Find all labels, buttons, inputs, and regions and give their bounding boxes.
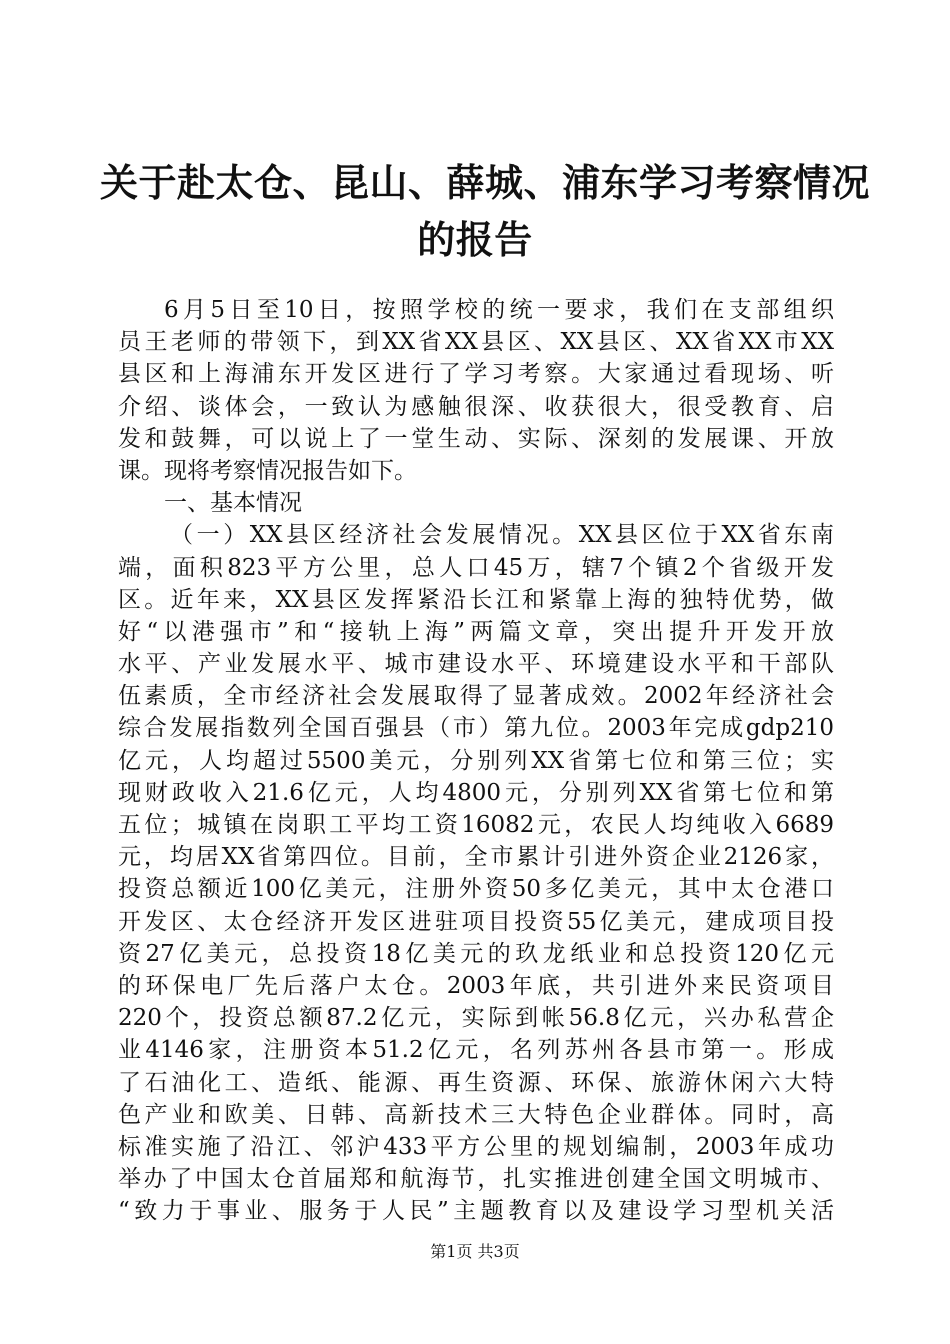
text-line: 标准实施了沿江、邻沪433平方公里的规划编制，2003年成功 — [118, 1133, 834, 1160]
page-footer: 第1页 共3页 — [430, 1242, 520, 1261]
text-line: 伍素质，全市经济社会发展取得了显著成效。2002年经济社会 — [118, 683, 834, 710]
text-line: 的环保电厂先后落户太仓。2003年底，共引进外来民资项目 — [118, 972, 834, 999]
text-line: 投资总额近100亿美元，注册外资50多亿美元，其中太仓港口 — [118, 876, 834, 903]
text-line: 6月5日至10日，按照学校的统一要求，我们在支部组织 — [164, 297, 834, 323]
text-line: 好“以港强市”和“接轨上海”两篇文章，突出提升开发开放 — [118, 618, 834, 645]
text-line: 现财政收入21.6亿元，人均4800元，分别列XX省第七位和第 — [118, 779, 834, 806]
text-line: 端，面积823平方公里，总人口45万，辖7个镇2个省级开发 — [118, 554, 834, 581]
text-line: 五位；城镇在岗职工平均工资16082元，农民人均纯收入6689 — [118, 812, 834, 838]
text-line: 发和鼓舞，可以说上了一堂生动、实际、深刻的发展课、开放 — [118, 425, 834, 452]
document-title-line-2: 的报告 — [417, 218, 533, 262]
text-line: “致力于事业、服务于人民”主题教育以及建设学习型机关活 — [118, 1198, 834, 1225]
text-line: 介绍、谈体会，一致认为感触很深、收获很大，很受教育、启 — [118, 393, 834, 420]
text-line: 220个，投资总额87.2亿元，实际到帐56.8亿元，兴办私营企 — [118, 1005, 834, 1032]
text-line: 县区和上海浦东开发区进行了学习考察。大家通过看现场、听 — [118, 361, 834, 388]
text-line: 水平、产业发展水平、城市建设水平、环境建设水平和干部队 — [118, 651, 834, 678]
text-line: 资27亿美元，总投资18亿美元的玖龙纸业和总投资120亿元 — [118, 940, 834, 967]
text-line: 开发区、太仓经济开发区进驻项目投资55亿美元，建成项目投 — [118, 908, 834, 935]
text-line: 举办了中国太仓首届郑和航海节，扎实推进创建全国文明城市、 — [118, 1166, 834, 1193]
text-line: 元，均居XX省第四位。目前，全市累计引进外资企业2126家， — [118, 844, 834, 871]
document-body — [118, 294, 834, 1227]
section-heading: 一、基本情况 — [164, 490, 302, 517]
text-line: 综合发展指数列全国百强县（市）第九位。2003年完成gdp210 — [118, 715, 834, 742]
text-line: 员王老师的带领下，到XX省XX县区、XX县区、XX省XX市XX — [118, 329, 834, 356]
text-line: （一）XX县区经济社会发展情况。XX县区位于XX省东南 — [170, 522, 834, 549]
text-line: 区。近年来，XX县区发挥紧沿长江和紧靠上海的独特优势，做 — [118, 586, 834, 613]
document-title-line-1: 关于赴太仓、昆山、薛城、浦东学习考察情况 — [100, 161, 871, 205]
text-line: 课。现将考察情况报告如下。 — [118, 457, 417, 484]
text-line: 色产业和欧美、日韩、高新技术三大特色企业群体。同时，高 — [118, 1101, 834, 1128]
text-line: 了石油化工、造纸、能源、再生资源、环保、旅游休闲六大特 — [118, 1069, 834, 1096]
text-line: 业4146家，注册资本51.2亿元，名列苏州各县市第一。形成 — [118, 1037, 834, 1064]
text-line: 亿元，人均超过5500美元，分别列XX省第七位和第三位；实 — [118, 747, 834, 774]
